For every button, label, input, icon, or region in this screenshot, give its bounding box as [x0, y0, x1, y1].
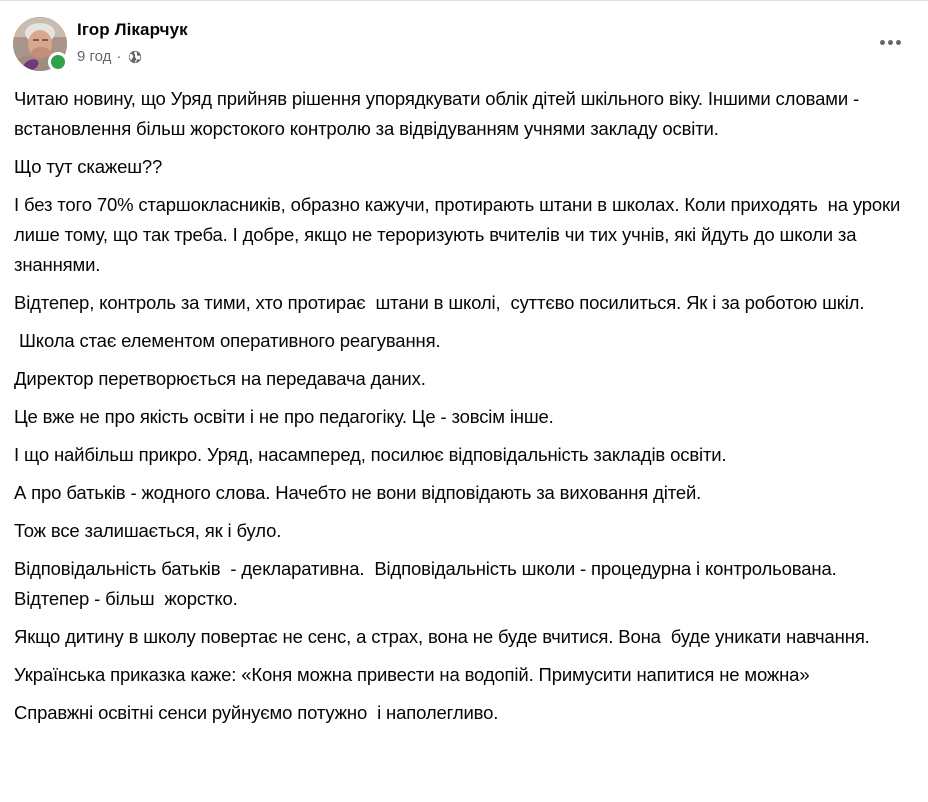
post-paragraph: Читаю новину, що Уряд прийняв рішення упорядкувати облік дітей шкільного віку. Іншими словами - встановлення більш жорстокого контролю за відвідуванням учнями закладу освіти. — [14, 88, 865, 139]
post-paragraph: Якщо дитину в школу повертає не сенс, а страх, вона не буде вчитися. Вона буде уникати навчання. — [14, 626, 870, 647]
post-paragraph: Справжні освітні сенси руйнуємо потужно і наполегливо. — [14, 702, 499, 723]
post-paragraph: Школа стає елементом оперативного реагування. — [14, 330, 441, 351]
post-paragraph: Що тут скажеш?? — [14, 156, 163, 177]
post-paragraph: Відповідальність батьків - декларативна. Відповідальність школи - процедурна і контрольована. Відтепер - більш жорстко. — [14, 558, 842, 609]
post-paragraph: І що найбільш прикро. Уряд, насамперед, посилює відповідальність закладів освіти. — [14, 444, 727, 465]
post-paragraph: Українська приказка каже: «Коня можна привести на водопій. Примусити напитися не можна» — [14, 664, 810, 685]
more-horizontal-icon — [880, 40, 885, 45]
more-options-button[interactable] — [872, 28, 908, 56]
post-text — [14, 84, 914, 736]
post-timestamp[interactable]: 9 год — [77, 48, 112, 65]
post-paragraph: Тож все залишається, як і було. — [14, 520, 282, 541]
post-paragraph: Директор перетворюється на передавача даних. — [14, 368, 426, 389]
more-horizontal-icon — [896, 40, 901, 45]
globe-icon[interactable] — [128, 50, 142, 64]
more-horizontal-icon — [888, 40, 893, 45]
meta-separator: · — [116, 48, 122, 65]
post-meta — [77, 48, 142, 65]
post-paragraph: Це вже не про якість освіти і не про педагогіку. Це - зовсім інше. — [14, 406, 554, 427]
online-status-icon — [48, 52, 68, 72]
author-name[interactable]: Ігор Лікарчук — [77, 20, 188, 39]
post-header — [0, 0, 928, 80]
post-paragraph: А про батьків - жодного слова. Начебто не вони відповідають за виховання дітей. — [14, 482, 702, 503]
post-paragraph: Відтепер, контроль за тими, хто протирає штани в школі, суттєво посилиться. Як і за роботою шкіл. — [14, 292, 865, 313]
post-paragraph: І без того 70% старшокласників, образно кажучи, протирають штани в школах. Коли приходять на уроки лише тому, що так треба. І добре, якщо не тероризують вчителів чи тих учнів, які йдуть до школи за знаннями. — [14, 194, 906, 275]
author-avatar[interactable] — [13, 17, 67, 71]
